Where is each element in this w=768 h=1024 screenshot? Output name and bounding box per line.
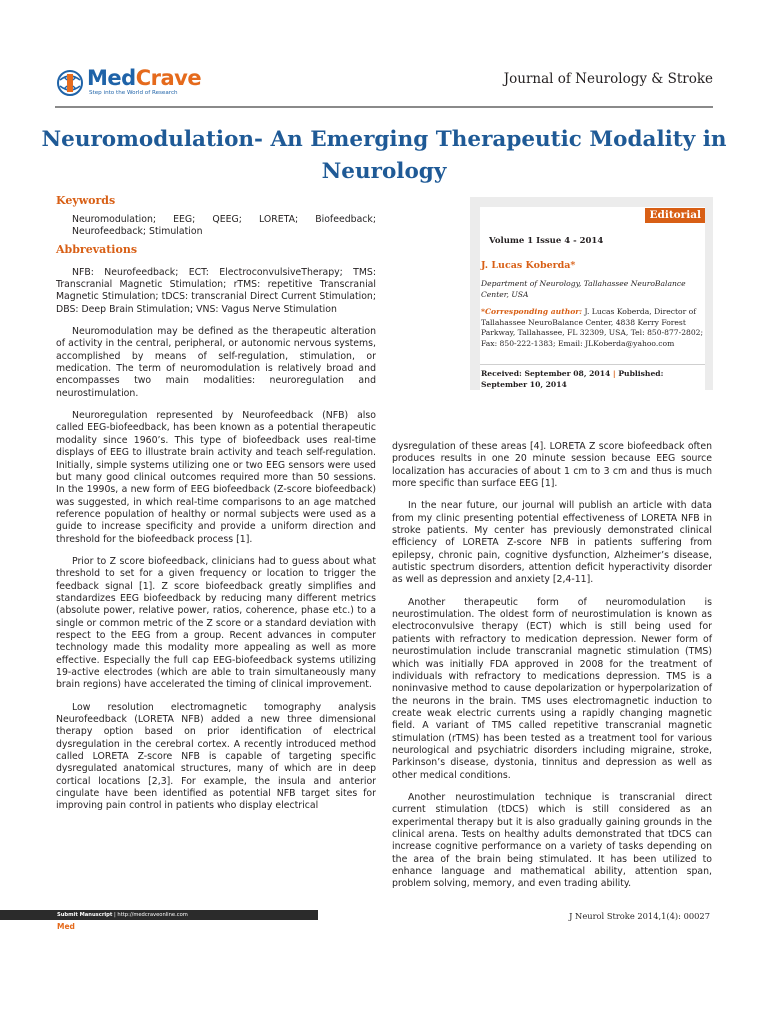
logo-wordmark: MedCrave [87, 66, 202, 90]
article-dates [481, 369, 706, 390]
keywords-heading: Keywords [56, 194, 116, 207]
submit-label: Submit Manuscript [57, 912, 113, 918]
header-divider [55, 106, 713, 108]
journal-name: Journal of Neurology & Stroke [503, 71, 713, 87]
paragraph: Neuromodulation may be defined as the therapeutic alteration of activity in the central, peripheral, or autonomic nervous systems, accomplished by means of self-regulation, stimulation, or medication. The term of neuromodulation is relatively broad and encompasses two main modalities: neuroregulation and neurostimulation. [56, 326, 376, 399]
right-column [392, 441, 712, 891]
info-box-divider [480, 364, 705, 365]
paragraph: Prior to Z score biofeedback, clinicians had to guess about what threshold to set for a given frequency or location to trigger the feedback signal [1]. Z score biofeedback greatly simplifies and standardizes EEG biofeedback by reducing many different metrics (absolute power, relative power, ratios, coherence, phase etc.) to a single or common metric of the Z score or a standard deviation with respect to the EEG from a group. Recent advances in computer technology made this modality more appealing as well as more effective. Especially the full cap EEG-biofeedback systems utilizing 19-active electrodes (which are able to train simultaneously many brain regions) have accelerated the timing of clinical improvement. [56, 555, 376, 691]
abbreviations-heading: Abbrevations [56, 242, 138, 256]
author-affiliation: Department of Neurology, Tallahassee NeuroBalance Center, USA [481, 279, 686, 299]
footer-logo: Med [57, 922, 75, 931]
paragraph: Another therapeutic form of neuromodulation is neurostimulation. The oldest form of neurostimulation is known as electroconvulsive therapy (ECT) which is still being used for patients with refractory to medication depression. Newer form of neurostimulation include transcranial magnetic stimulation (TMS) which was initially FDA approved in 2008 for the treatment of individuals with refractory to medications depression. TMS is a noninvasive method to cause depolarization or hyperpolarization of the neurons in the brain. TMS uses electromagnetic induction to create weak electric currents using a rapidly changing magnetic field. A variant of TMS called repetitive transcranial magnetic stimulation (rTMS) has been tested as a treatment tool for various neurological and psychiatric disorders including migraine, stroke, Parkinson’s disease, dystonia, tinnitus and depression as well as other medical conditions. [392, 596, 712, 781]
paragraph: Low resolution electromagnetic tomography analysis Neurofeedback (LORETA NFB) added a new three dimensional therapy option based on prior identification of electrical dysregulation in the cerebral cortex. A recently introduced method called LORETA Z-score NFB is capable of targeting specific dysregulated anatomical structures, many of which are in deep cortical locations [2,3]. For example, the insula and anterior cingulate have been identified as potential NFB target sites for improving pain control in patients who display electrical [56, 701, 376, 812]
received-date: Received: September 08, 2014 [481, 369, 611, 378]
published-date: Published: September 10, 2014 [481, 369, 664, 389]
submit-manuscript-link[interactable] [57, 911, 188, 919]
paragraph: dysregulation of these areas [4]. LORETA Z score biofeedback often produces results in one 20 minute session because EEG source localization has accuracies of about 1 cm to 3 cm and thus is much more specific than surface EEG [1]. [392, 441, 712, 490]
author-email-link[interactable]: JLKoberda@yahoo.com [585, 339, 675, 349]
article-type-badge: Editorial [645, 208, 705, 223]
citation: J Neurol Stroke 2014,1(4): 00027 [569, 911, 710, 921]
brain-globe-icon [56, 68, 84, 98]
article-title: Neuromodulation- An Emerging Therapeutic Modality in Neurology [41, 127, 727, 184]
paragraph: In the near future, our journal will publish an article with data from my clinic presenting potential effectiveness of LORETA NFB in stroke patients. My center has previously demonstrated clinical efficiency of LORETA Z-score NFB in patients suffering from epilepsy, chronic pain, cognitive dysfunction, Alzheimer’s disease, autistic spectrum disorders, attention deficit hyperactivity disorder as well as depression and anxiety [2,4-11]. [392, 500, 712, 586]
corresponding-author [481, 307, 706, 350]
volume-issue: Volume 1 Issue 4 - 2014 [489, 236, 604, 246]
corresponding-author-details: J. Lucas Koberda, Director of Tallahassee NeuroBalance Center, 4838 Kerry Forest Parkway, Tallahassee, FL 32309, USA, Tel: 850-877-2802; Fax: 850-222-1383; Email: [481, 307, 704, 349]
abbreviations-text: NFB: Neurofeedback; ECT: ElectroconvulsiveTherapy; TMS: Transcranial Magnetic Stimulation; rTMS: repetitive Transcranial Magnetic Stimulation; tDCS: transcranial Direct Current Stimulation; DBS: Deep Brain Stimulation; VNS: Vagus Nerve Stimulation [56, 266, 376, 315]
left-column [56, 194, 376, 813]
medcrave-logo [56, 66, 256, 102]
submit-separator: | [114, 912, 116, 918]
author-name: J. Lucas Koberda* [481, 260, 576, 271]
paragraph: Another neurostimulation technique is transcranial direct current stimulation (tDCS) which is still considered as an experimental therapy but it is also gradually gaining grounds in the clinical arena. Tests on healthy adults demonstrated that tDCS can increase cognitive performance on a variety of tasks depending on the area of the brain being stimulated. It has been utilized to enhance language and mathematical ability, attention span, problem solving, memory, and even trading ability. [392, 791, 712, 890]
logo-tagline: Step into the World of Research [89, 90, 178, 96]
corresponding-author-label: *Corresponding author: [481, 307, 583, 316]
submit-url: http://medcraveonline.com [117, 912, 188, 918]
paragraph: Neuroregulation represented by Neurofeedback (NFB) also called EEG-biofeedback, has been known as a potential therapeutic modality since 1960’s. This type of biofeedback uses real-time displays of EEG to illustrate brain activity and teach self-regulation. Initially, simple systems utilizing one or two EEG sensors were used but many good clinical outcomes required more than 50 sessions. In the 1990s, a new form of EEG biofeedback (Z-score biofeedback) was suggested, in which real-time comparisons to an age matched reference population of healthy or normal subjects were used as a guide to increase specificity and provide a uniform direction and threshold for the biofeedback process [1]. [56, 410, 376, 545]
date-separator: | [612, 369, 616, 378]
keywords-text: Neuromodulation; EEG; QEEG; LORETA; Biofeedback; Neurofeedback; Stimulation [72, 214, 376, 238]
